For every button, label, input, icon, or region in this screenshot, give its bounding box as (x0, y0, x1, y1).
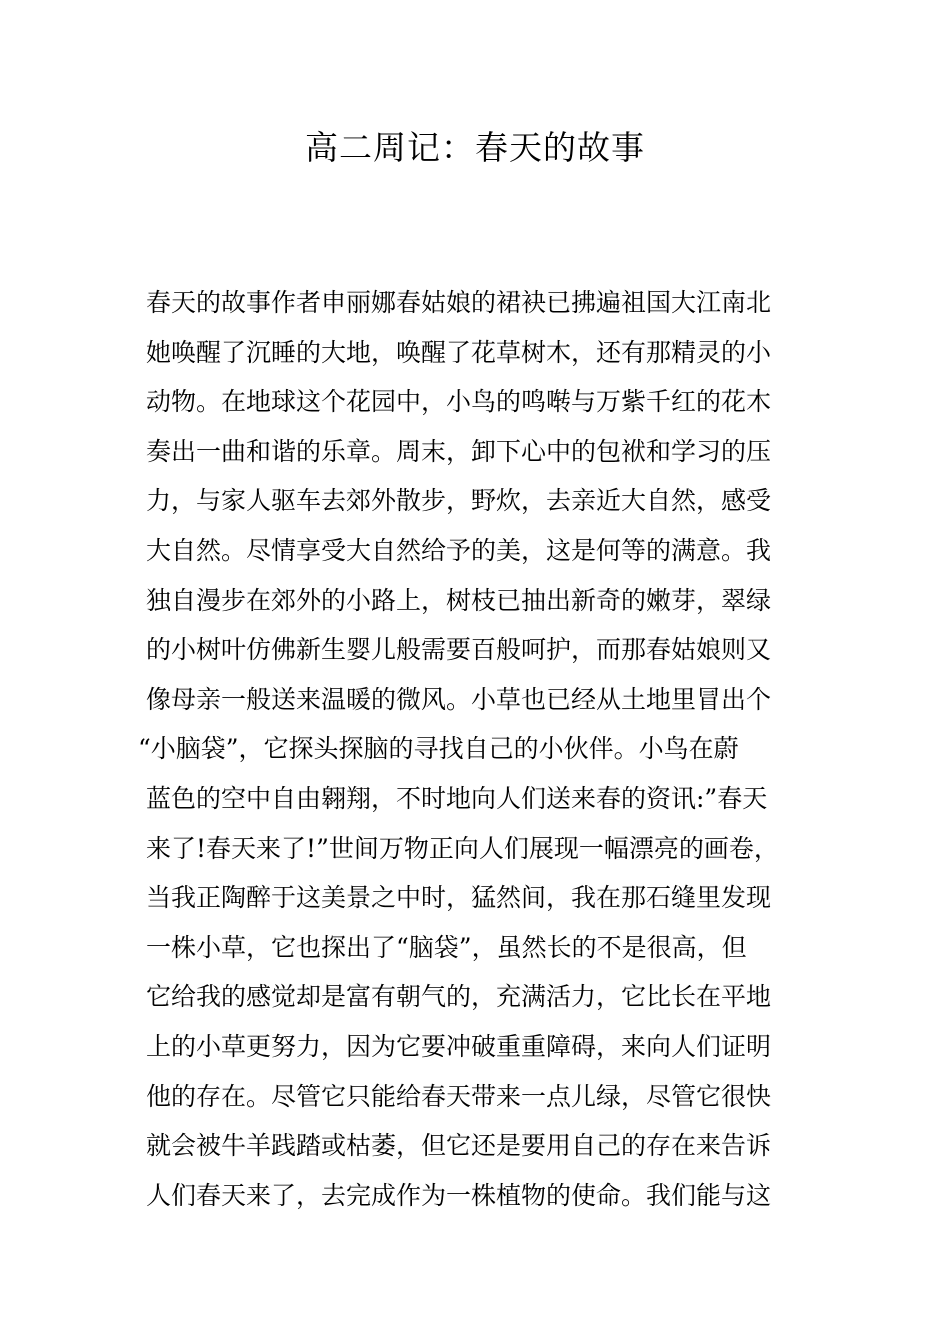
text-line: 奏出一曲和谐的乐章。周末，卸下心中的包袱和学习的压 (146, 436, 772, 466)
text-line: 动物。在地球这个花园中，小鸟的鸣啭与万紫千红的花木 (146, 387, 772, 417)
text-line: 大自然。尽情享受大自然给予的美，这是何等的满意。我 (146, 535, 772, 565)
text-line: 人们春天来了，去完成作为一株植物的使命。我们能与这 (146, 1180, 772, 1210)
text-line: 她唤醒了沉睡的大地，唤醒了花草树木，还有那精灵的小 (146, 337, 772, 367)
text-line: 就会被牛羊践踏或枯萎，但它还是要用自己的存在来告诉 (146, 1131, 772, 1161)
text-line: 像母亲一般送来温暖的微风。小草也已经从土地里冒出个 (146, 684, 772, 714)
text-line: 上的小草更努力，因为它要冲破重重障碍，来向人们证明 (146, 1031, 772, 1061)
text-line: 春天的故事作者申丽娜春姑娘的裙袂已拂遍祖国大江南北 (146, 288, 772, 317)
text-line: 他的存在。尽管它只能给春天带来一点儿绿，尽管它很快 (146, 1081, 772, 1111)
text-line: 一株小草，它也探出了“脑袋”，虽然长的不是很高，但 (146, 932, 747, 962)
text-line: 它给我的感觉却是富有朝气的，充满活力，它比长在平地 (146, 982, 772, 1012)
text-line: 来了!春天来了!”世间万物正向人们展现一幅漂亮的画卷， (146, 833, 779, 863)
body-text (138, 278, 816, 1220)
text-line: 当我正陶醉于这美景之中时，猛然间，我在那石缝里发现 (146, 883, 772, 913)
text-line: 力，与家人驱车去郊外散步，野炊，去亲近大自然，感受 (146, 486, 772, 516)
text-line: 的小树叶仿佛新生婴儿般需要百般呵护，而那春姑娘则又 (146, 635, 772, 665)
text-line: “小脑袋”，它探头探脑的寻找自己的小伙伴。小鸟在蔚 (138, 734, 739, 764)
text-line: 蓝色的空中自由翱翔，不时地向人们送来春的资讯:”春天 (146, 783, 768, 813)
text-line: 独自漫步在郊外的小路上，树枝已抽出新奇的嫩芽，翠绿 (146, 585, 772, 615)
page-title: 高二周记：春天的故事 (305, 128, 645, 167)
